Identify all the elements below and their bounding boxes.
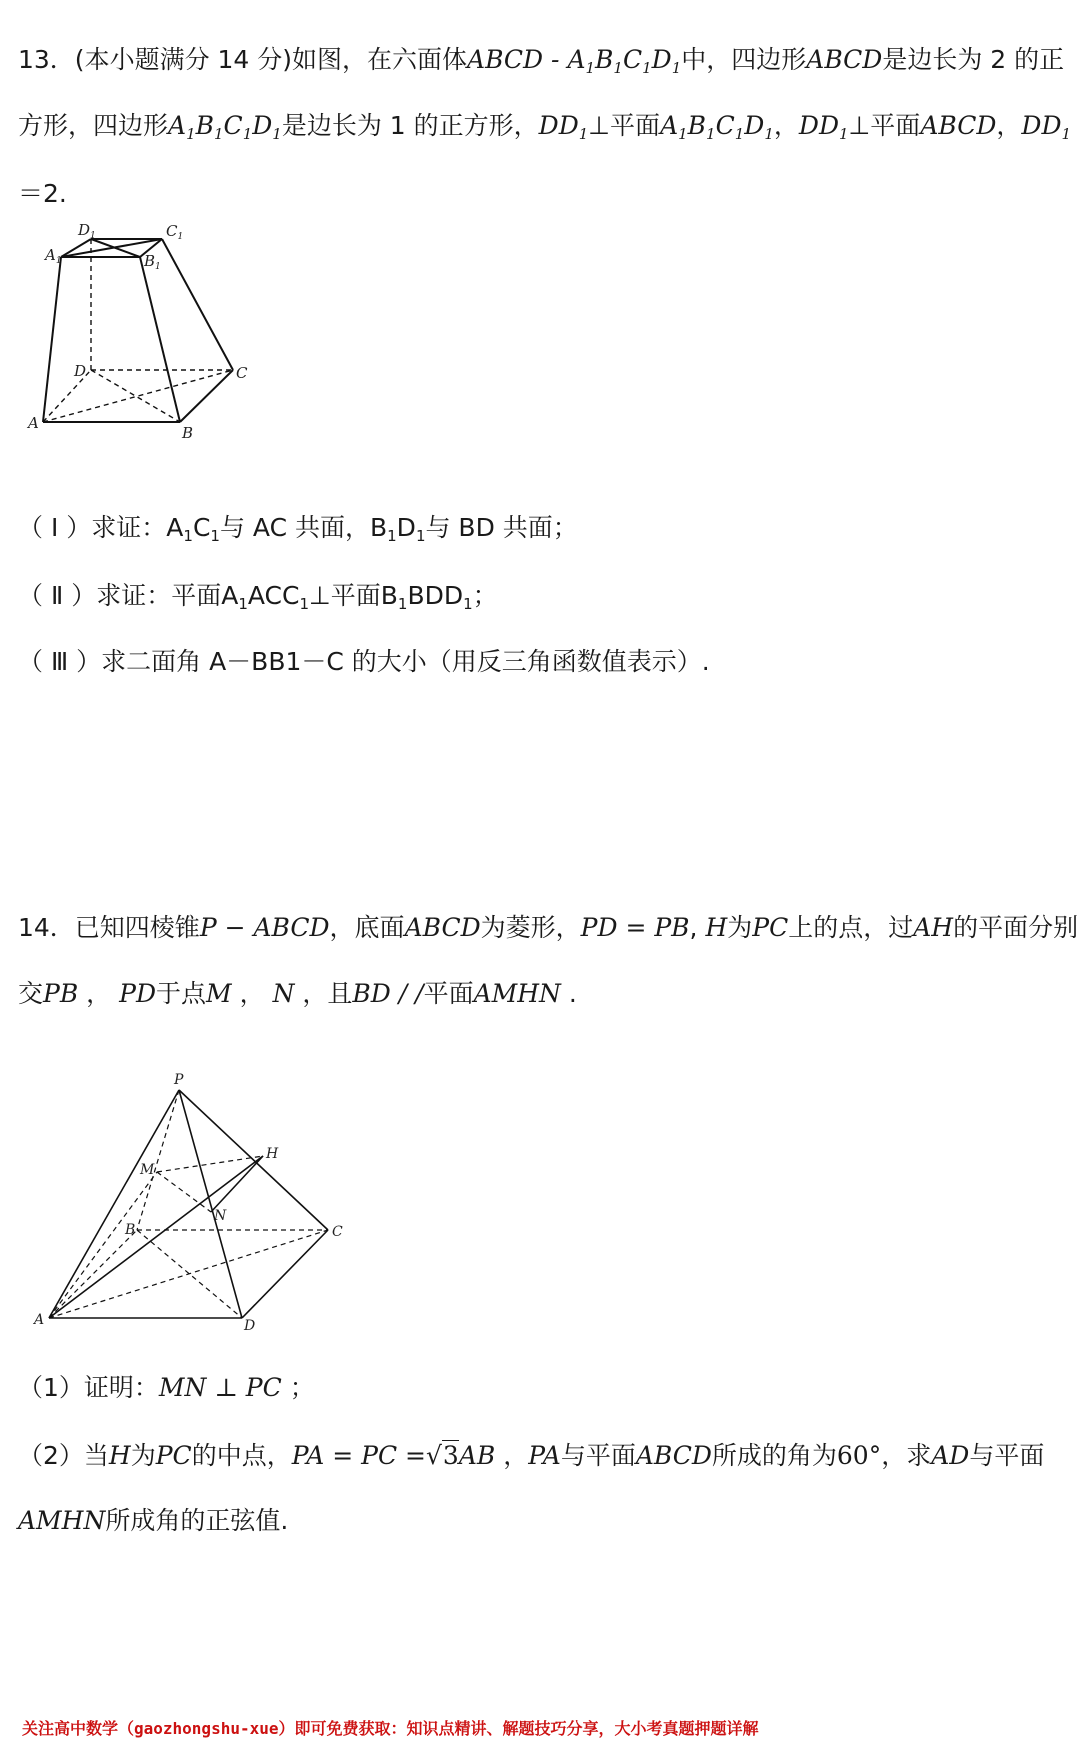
sqrt-symbol: √3	[425, 1441, 459, 1470]
figure-hexahedron	[28, 221, 288, 480]
label-d1: $D_1$	[78, 221, 96, 241]
math-pyramid: P − ABCD	[199, 913, 330, 942]
label-n: N	[214, 1208, 227, 1224]
q13-line-2: 方形，四边形$A_1B_1C_1D_1$是边长为 1 的正方形，$DD_1\perp$平面$A_1B_1C_1D_1$，$DD_1\perp$平面ABCD，$DD_1$	[18, 111, 1072, 143]
label-h: H	[266, 1146, 279, 1162]
q14-line-2: 交PB ， PD于点M ， N ，且BD / /平面AMHN .	[18, 979, 577, 1008]
q14-sub1: （1）证明：MN ⊥ PC ；	[18, 1373, 315, 1402]
footer-promo: 关注高中数学（gaozhongshu-xue）即可免费获取：知识点精讲、解题技巧分享，大小考真题押题详解	[22, 1719, 759, 1738]
label-a1: $A_1$	[45, 246, 62, 266]
math-dd1: $DD_1$	[798, 111, 849, 143]
label-a: A	[34, 1312, 45, 1328]
label-b1: $B_1$	[144, 252, 161, 272]
label-c1: $C_1$	[166, 222, 184, 242]
q13-line-1: 13．(本小题满分 14 分)如图，在六面体ABCD - $A_1B_1C_1D_1$中，四边形ABCD是边长为 2 的正	[18, 45, 1065, 77]
math-abcd: ABCD	[920, 111, 997, 140]
label-c: C	[236, 364, 248, 382]
math-abcd: ABCD	[806, 45, 883, 74]
label-m: M	[140, 1162, 155, 1178]
q14-sub2-cont: AMHN所成角的正弦值.	[18, 1506, 289, 1535]
figure-pyramid	[30, 1074, 360, 1334]
q13-line-3: ＝2.	[18, 179, 67, 208]
label-d: D	[74, 362, 87, 380]
math-dd1: $DD_1$	[538, 111, 589, 143]
label-d: D	[244, 1318, 256, 1334]
q13-text: 13．(本小题满分 14 分)如图，在六面体	[18, 45, 468, 74]
q14-line-1: 14．已知四棱锥P − ABCD，底面ABCD为菱形，PD = PB, H为PC上的点，过AH的平面分别	[18, 913, 1079, 942]
q13-sub2: （ Ⅱ ）求证：平面$A_1ACC_1\perp$平面$B_1BDD_1$；	[18, 581, 498, 613]
math-a1b1c1d1: $A_1B_1C_1D_1$	[168, 111, 282, 143]
q14-sub2: （2）当H为PC的中点，PA = PC =√3AB ，PA与平面ABCD所成的角为60°，求AD与平面	[18, 1441, 1045, 1470]
label-p: P	[174, 1072, 184, 1088]
q13-sub1: （ Ⅰ ）求证：$A_1C_1$与 AC 共面，$B_1D_1$与 BD 共面；	[18, 513, 578, 545]
math-dd1: $DD_1$	[1021, 111, 1072, 143]
label-c: C	[332, 1224, 343, 1240]
math-hexahedron: ABCD - $A_1B_1C_1D_1$	[467, 45, 682, 77]
label-a: A	[28, 414, 39, 432]
math-a1b1c1d1: $A_1B_1C_1D_1$	[660, 111, 774, 143]
label-b: B	[125, 1222, 136, 1238]
label-b: B	[182, 424, 194, 442]
q13-sub3: （ Ⅲ ）求二面角 A－BB1－C 的大小（用反三角函数值表示）.	[18, 647, 710, 676]
